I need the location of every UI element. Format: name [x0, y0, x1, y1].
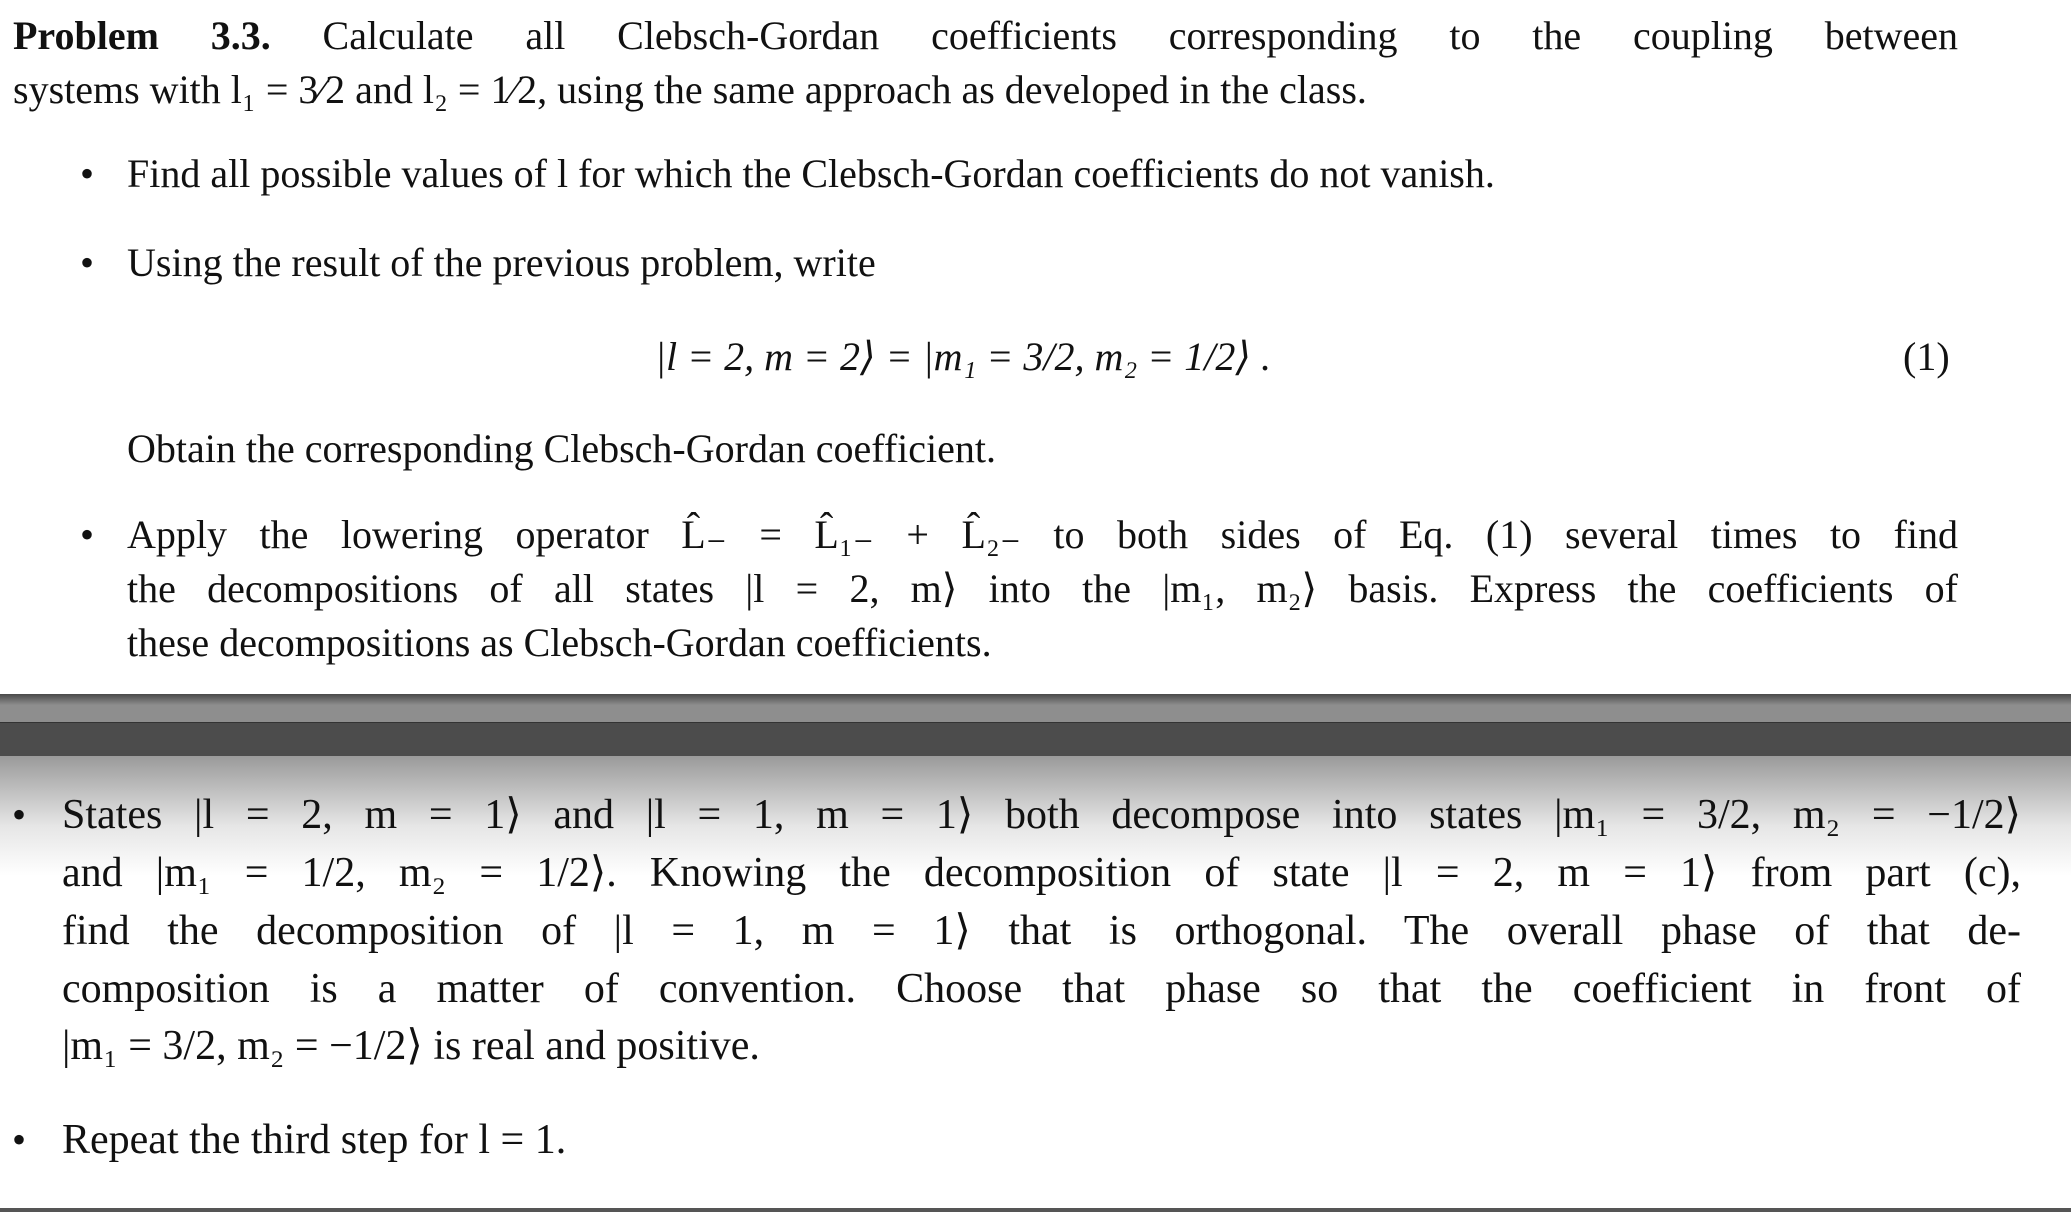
bullet-icon: •: [80, 240, 95, 285]
bullet-3-line-1: Apply the lowering operator L̂₋ = L̂₁₋ + L̂₂₋ to both sides of Eq. (1) several times to find: [127, 512, 1958, 557]
bullet-2-text: Using the result of the previous problem, write: [127, 240, 876, 285]
problem-heading: Problem 3.3.: [13, 13, 271, 58]
bullet-3-line-2: the decompositions of all states |l = 2, m⟩ into the |m₁, m₂⟩ basis. Express the coefficients of: [127, 566, 1958, 611]
equation-number: (1): [1903, 334, 1950, 379]
intro-line-2: systems with l₁ = 3⁄2 and l₂ = 1⁄2, using the same approach as developed in the class.: [13, 67, 1367, 112]
intro-line-1: [13, 12, 1958, 60]
equation-1: |l = 2, m = 2⟩ = |m₁ = 3/2, m₂ = 1/2⟩ .: [655, 334, 1271, 379]
intro-text: Calculate all Clebsch-Gordan coefficients corresponding to the coupling between: [322, 13, 1958, 58]
continuation-page: [0, 756, 2071, 1212]
bullet-4-line-2: and |m₁ = 1/2, m₂ = 1/2⟩. Knowing the decomposition of state |l = 2, m = 1⟩ from part (c),: [62, 850, 2021, 896]
page-gap-shadow: [0, 694, 2071, 722]
page-gap-divider: [0, 722, 2071, 757]
bullet-icon: •: [80, 151, 95, 196]
bullet-4-line-1: States |l = 2, m = 1⟩ and |l = 1, m = 1⟩ both decompose into states |m₁ = 3/2, m₂ = −1/2⟩: [62, 792, 2021, 838]
bullet-2-followup: Obtain the corresponding Clebsch-Gordan coefficient.: [127, 426, 996, 471]
bullet-icon: •: [80, 512, 95, 557]
bullet-4-line-5: |m₁ = 3/2, m₂ = −1/2⟩ is real and positive.: [62, 1023, 760, 1069]
bullet-5-text: Repeat the third step for l = 1.: [62, 1117, 567, 1163]
bullet-4-line-4: composition is a matter of convention. Choose that phase so that the coefficient in front of: [62, 966, 2021, 1012]
bullet-icon: •: [12, 1117, 27, 1162]
bullet-3-line-3: these decompositions as Clebsch-Gordan coefficients.: [127, 620, 992, 665]
bullet-1-text: Find all possible values of l for which the Clebsch-Gordan coefficients do not vanish.: [127, 151, 1495, 196]
page-bottom-border: [0, 1208, 2071, 1212]
bullet-4-line-3: find the decomposition of |l = 1, m = 1⟩ that is orthogonal. The overall phase of that de-: [62, 908, 2021, 954]
bullet-icon: •: [12, 792, 27, 837]
